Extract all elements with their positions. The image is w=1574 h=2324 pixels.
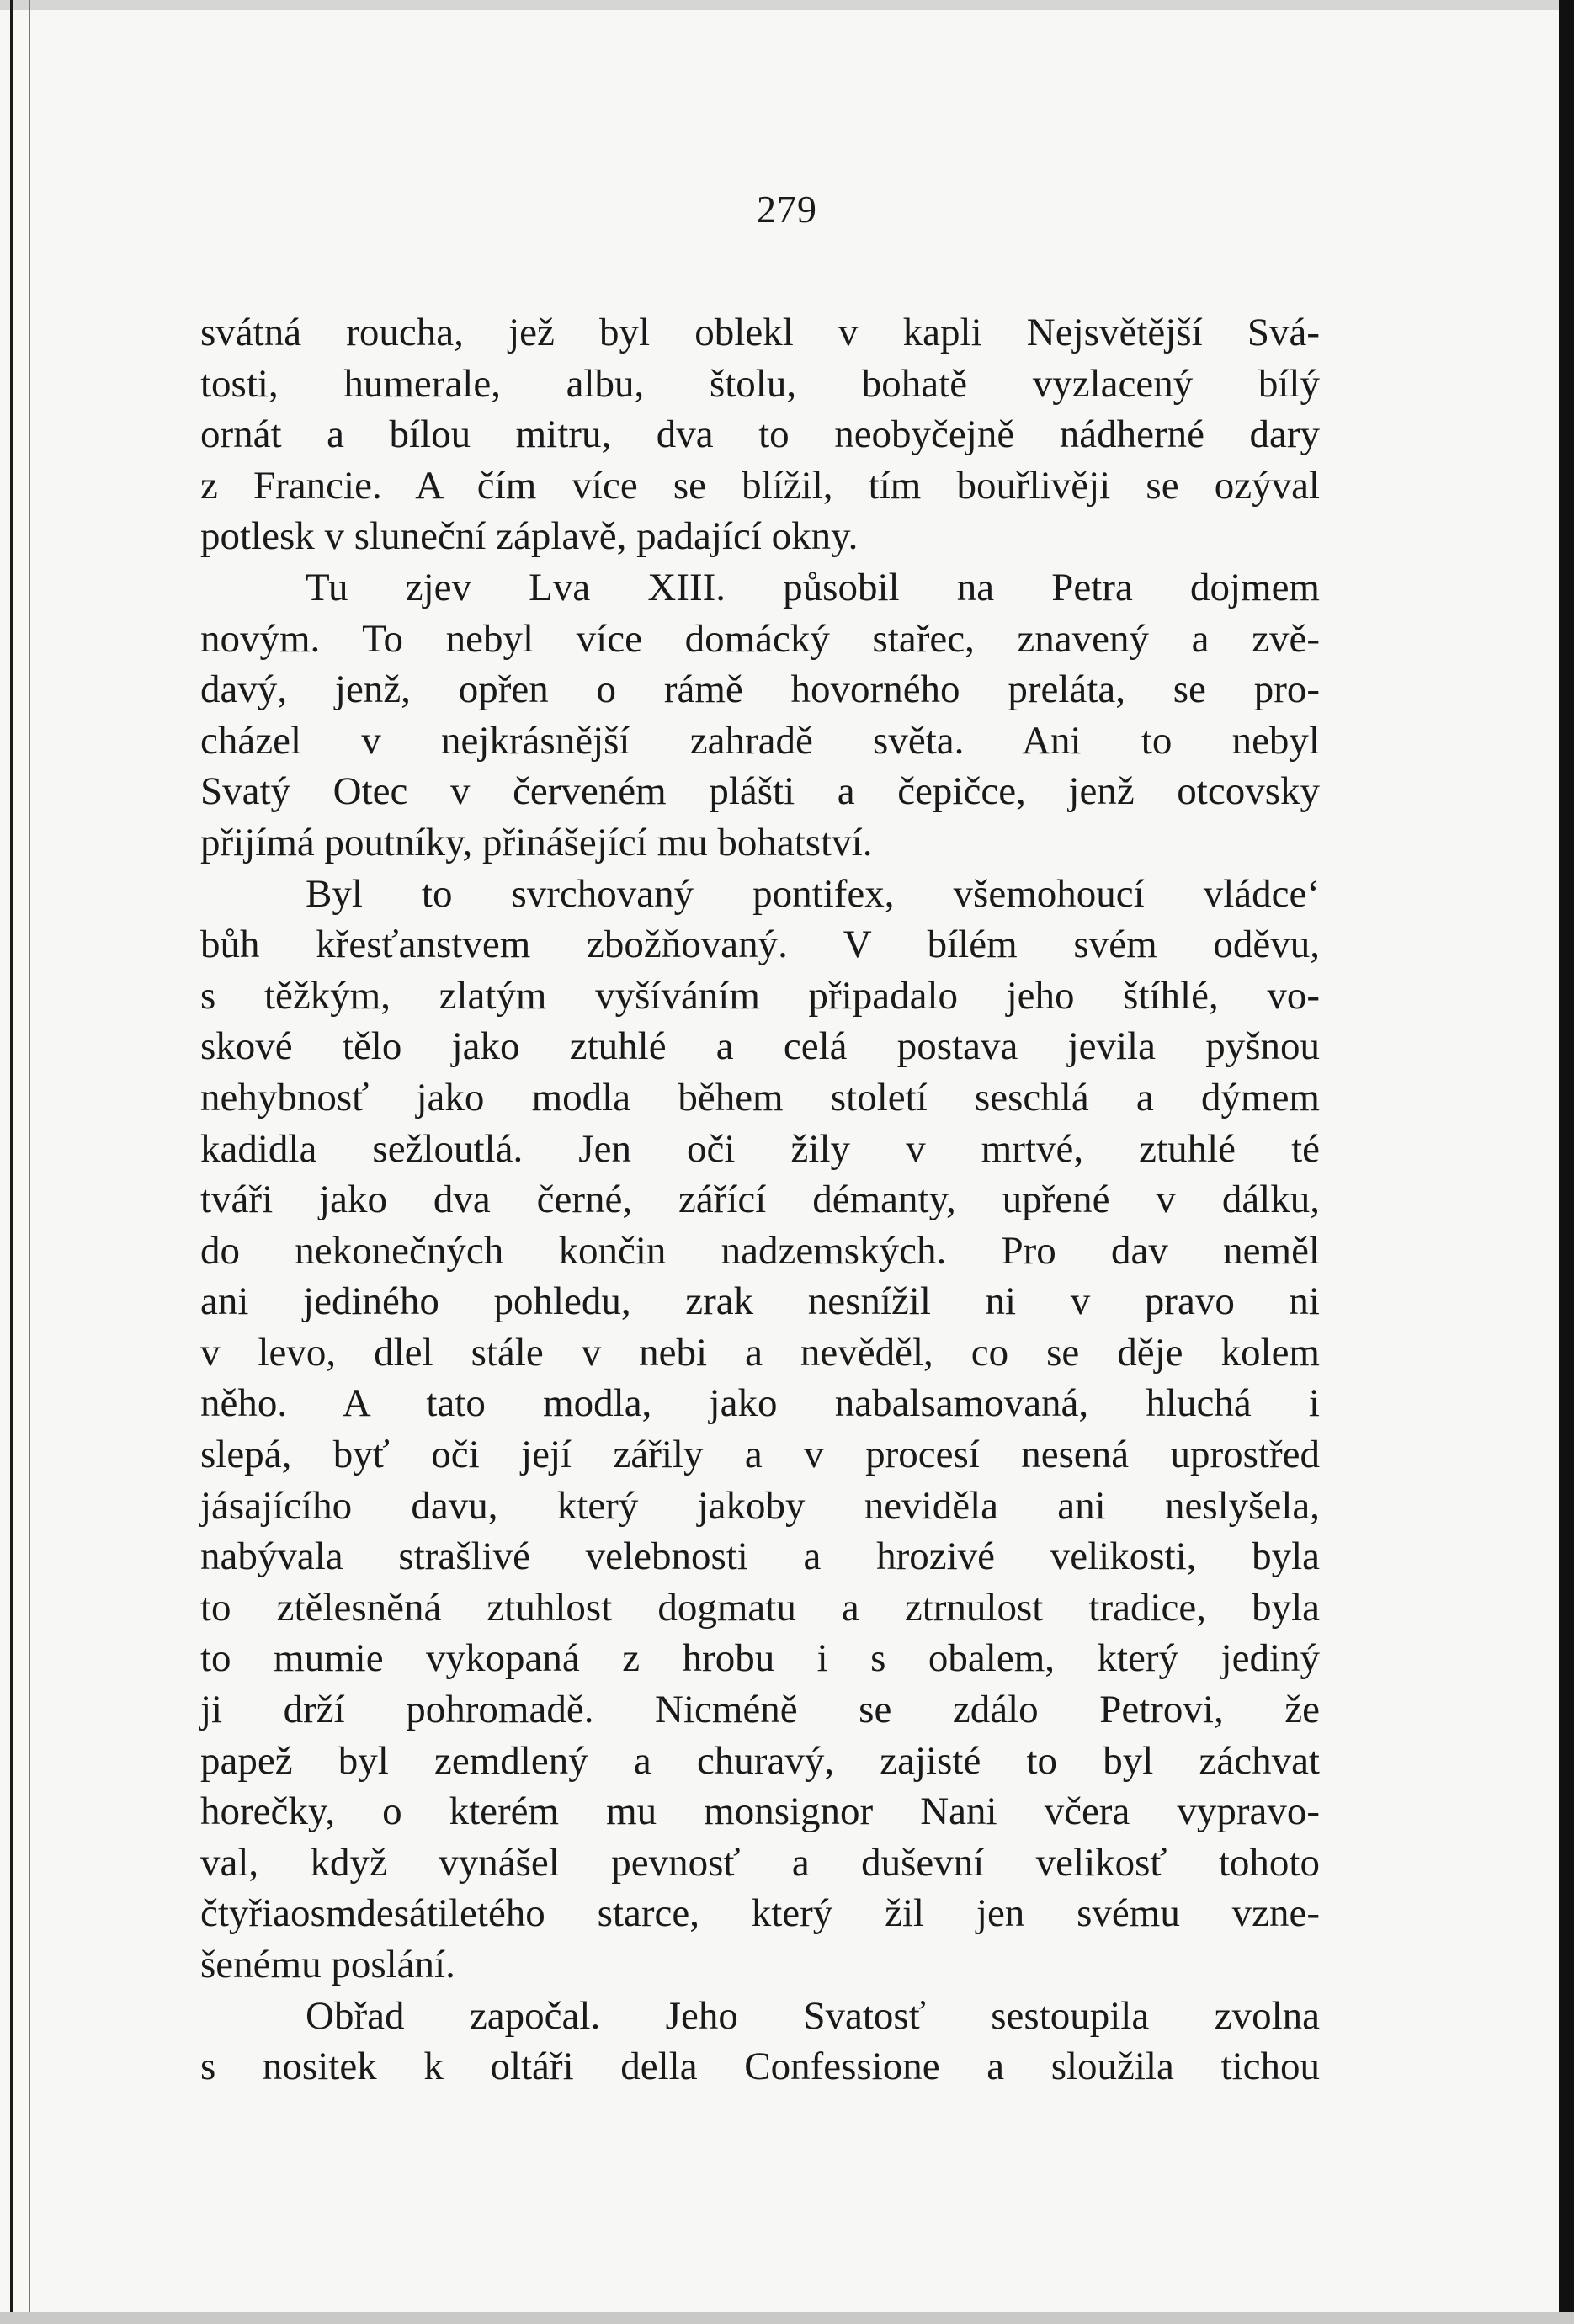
text-line: Byl to svrchovaný pontifex, všemohoucí vládce‘ xyxy=(306,871,1320,916)
text-line: ji drží pohromadě. Nicméně se zdálo Petrovi, že xyxy=(200,1688,1320,1732)
text-line: cházel v nejkrásnější zahradě světa. Ani to nebyl xyxy=(200,718,1320,763)
text-line: tváři jako dva černé, zářící démanty, upřené v dálku, xyxy=(200,1178,1320,1222)
text-line: kadidla sežloutlá. Jen oči žily v mrtvé, ztuhlé té xyxy=(200,1126,1320,1171)
text-line: ani jediného pohledu, zrak nesnížil ni v pravo ni xyxy=(200,1279,1320,1324)
text-line: svátná roucha, jež byl oblekl v kapli Nejsvětější Svá- xyxy=(200,311,1320,354)
text-line: s nositek k oltáři della Confessione a sloužila tichou xyxy=(200,2045,1320,2089)
text-line: val, když vynášel pevnosť a duševní velikosť tohoto xyxy=(200,1840,1320,1885)
text-line: davý, jenž, opřen o rámě hovorného preláta, se pro- xyxy=(200,667,1320,712)
text-line: papež byl zemdlený a churavý, zajisté to byl záchvat xyxy=(200,1738,1320,1783)
text-line: s těžkým, zlatým vyšíváním připadalo jeho štíhlé, vo- xyxy=(200,973,1320,1018)
text-line: Obřad započal. Jeho Svatosť sestoupila zvolna xyxy=(306,1993,1320,2038)
text-line: přijímá poutníky, přinášející mu bohatství. xyxy=(200,820,873,864)
text-line: skové tělo jako ztuhlé a celá postava jevila pyšnou xyxy=(200,1024,1320,1069)
text-line: bůh křesťanstvem zbožňovaný. V bílém svém oděvu, xyxy=(200,923,1320,967)
text-line: Svatý Otec v červeném plášti a čepičce, jenž otcovsky xyxy=(200,769,1320,814)
text-line: potlesk v sluneční záplavě, padající okny. xyxy=(200,514,859,559)
scan-edge-top xyxy=(0,0,1574,10)
text-line: z Francie. A čím více se blížil, tím bouřlivěji se ozýval xyxy=(200,463,1320,508)
text-line: Tu zjev Lva XIII. působil na Petra dojmem xyxy=(306,565,1320,609)
scan-edge-left-inner xyxy=(29,0,30,2324)
text-line: jásajícího davu, který jakoby neviděla ani neslyšela, xyxy=(200,1483,1320,1528)
text-line: slepá, byť oči její zářily a v procesí nesená uprostřed xyxy=(200,1433,1320,1477)
text-line: čtyřiaosmdesátiletého starce, který žil jen svému vzne- xyxy=(200,1891,1320,1936)
scan-edge-right xyxy=(1559,0,1574,2324)
text-line: ornát a bílou mitru, dva to neobyčejně nádherné dary xyxy=(200,412,1320,457)
text-line: nehybnosť jako modla během století seschlá a dýmem xyxy=(200,1075,1320,1119)
text-line: do nekonečných končin nadzemských. Pro dav neměl xyxy=(200,1228,1320,1273)
text-line: tosti, humerale, albu, štolu, bohatě vyzlacený bílý xyxy=(200,361,1320,406)
scan-edge-left xyxy=(10,0,13,2324)
page-number: 279 xyxy=(757,188,817,231)
scan-edge-bottom xyxy=(0,2312,1574,2324)
text-line: šenému poslání. xyxy=(200,1943,455,1986)
text-line: nabývala strašlivé velebnosti a hrozivé velikosti, byla xyxy=(200,1534,1320,1579)
text-line: horečky, o kterém mu monsignor Nani včera vypravo- xyxy=(200,1790,1320,1834)
text-line: novým. To nebyl více domácký stařec, znavený a zvě- xyxy=(200,616,1320,661)
text-line: to mumie vykopaná z hrobu i s obalem, který jediný xyxy=(200,1636,1320,1681)
text-line: to ztělesněná ztuhlost dogmatu a ztrnulost tradice, byla xyxy=(200,1585,1320,1630)
text-line: v levo, dlel stále v nebi a nevěděl, co se děje kolem xyxy=(200,1330,1320,1375)
body-text xyxy=(200,307,1320,2093)
text-line: něho. A tato modla, jako nabalsamovaná, hluchá i xyxy=(200,1381,1320,1426)
